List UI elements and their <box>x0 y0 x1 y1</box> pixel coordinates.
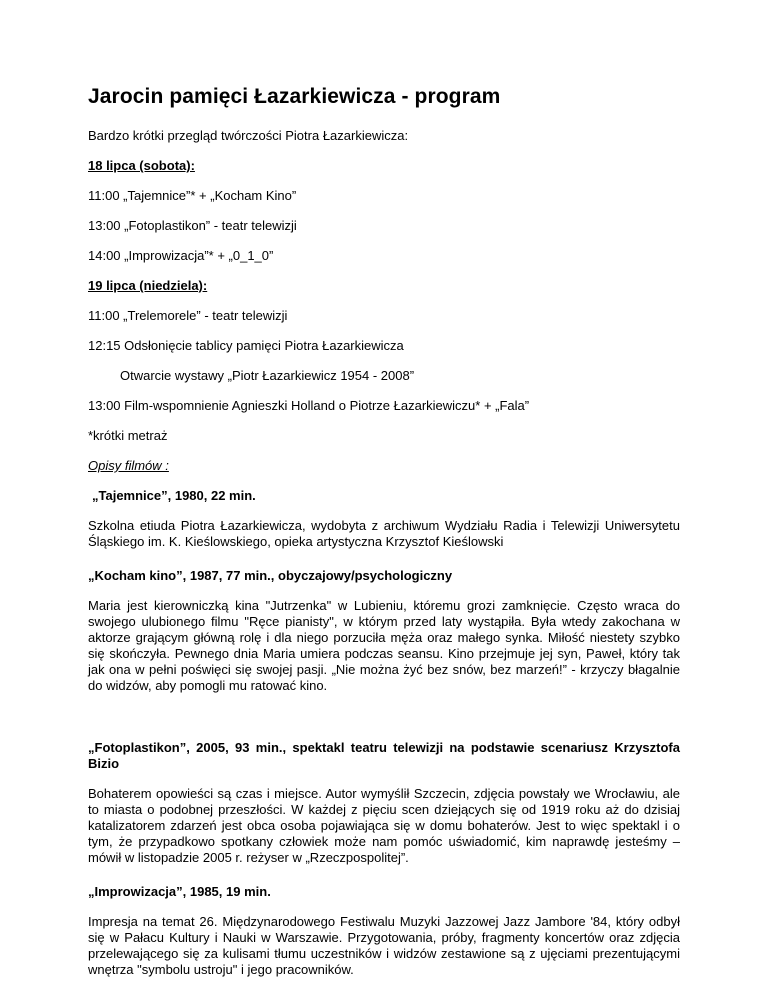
film-description: Szkolna etiuda Piotra Łazarkiewicza, wydobyta z archiwum Wydziału Radia i Telewizji Uniwersytetu Śląskiego im. K. Kieślowskiego, opieka artystyczna Krzysztof Kieślowski <box>88 518 680 549</box>
schedule-item: 11:00 „Trelemorele” - teatr telewizji <box>88 308 288 323</box>
page-title: Jarocin pamięci Łazarkiewicza - program <box>88 85 501 108</box>
schedule-item: 13:00 Film-wspomnienie Agnieszki Holland o Piotrze Łazarkiewiczu* + „Fala” <box>88 398 530 413</box>
schedule-item: 12:15 Odsłonięcie tablicy pamięci Piotra Łazarkiewicza <box>88 338 404 353</box>
day1-heading: 18 lipca (sobota): <box>88 158 195 173</box>
film-title: „Kocham kino”, 1987, 77 min., obyczajowy/psychologiczny <box>88 568 453 583</box>
intro-text: Bardzo krótki przegląd twórczości Piotra Łazarkiewicza: <box>88 128 409 143</box>
day2-heading: 19 lipca (niedziela): <box>88 278 208 293</box>
spacer <box>88 712 680 740</box>
schedule-item: 11:00 „Tajemnice”* + „Kocham Kino” <box>88 188 297 203</box>
descriptions-heading: Opisy filmów : <box>88 458 169 473</box>
schedule-item: 13:00 „Fotoplastikon” - teatr telewizji <box>88 218 297 233</box>
film-description: Maria jest kierowniczką kina "Jutrzenka" w Lubieniu, któremu grozi zamknięcie. Często wraca do swojego ulubionego filmu "Ręce pianisty", w którym przed laty wystąpiła. Była wtedy zakochana w aktorze grającym główną rolę i dla niego porzuciła męża oraz małego synka. Miłość niestety szybko się skończyła. Pewnego dnia Maria umiera podczas seansu. Kino przejmuje jej syn, Paweł, który tak jak ona w pełni poświęci się swojej pasji. „Nie można żyć bez snów, bez marzeń!” - krzyczy błagalnie do widzów, aby pomogli mu ratować kino. <box>88 598 680 693</box>
film-title: „Fotoplastikon”, 2005, 93 min., spektakl teatru telewizji na podstawie scenariusz Krzysztofa Bizio <box>88 740 680 771</box>
film-description: Impresja na temat 26. Międzynarodowego Festiwalu Muzyki Jazzowej Jazz Jambore '84, który odbył się w Pałacu Kultury i Nauki w Warszawie. Przygotowania, próby, fragmenty koncertów oraz zdjęcia przelewającego się za kulisami tłumu uczestników i widzów zestawione są z ujęciami prezentującymi wnętrza "symbolu ustroju" i jego pracowników. <box>88 914 680 977</box>
film-title: „Improwizacja”, 1985, 19 min. <box>88 884 271 899</box>
schedule-item: 14:00 „Improwizacja”* + „0_1_0” <box>88 248 274 263</box>
schedule-item: Otwarcie wystawy „Piotr Łazarkiewicz 1954 - 2008” <box>120 368 415 383</box>
film-description: Bohaterem opowieści są czas i miejsce. Autor wymyślił Szczecin, zdjęcia powstały we Wrocławiu, ale to miasta o podobnej przeszłości. W każdej z pięciu scen dziejących się od 1919 roku aż do dzisiaj katalizatorem zdarzeń jest obca osoba pojawiająca się w domu bohaterów. Jest to więc spektakl i o tym, że przypadkowo spotkany człowiek może nam pomóc uświadomić, kim naprawdę jesteśmy – mówił w listopadzie 2005 r. reżyser w „Rzeczpospolitej”. <box>88 786 680 865</box>
film-title: „Tajemnice”, 1980, 22 min. <box>92 488 256 503</box>
footnote: *krótki metraż <box>88 428 168 443</box>
